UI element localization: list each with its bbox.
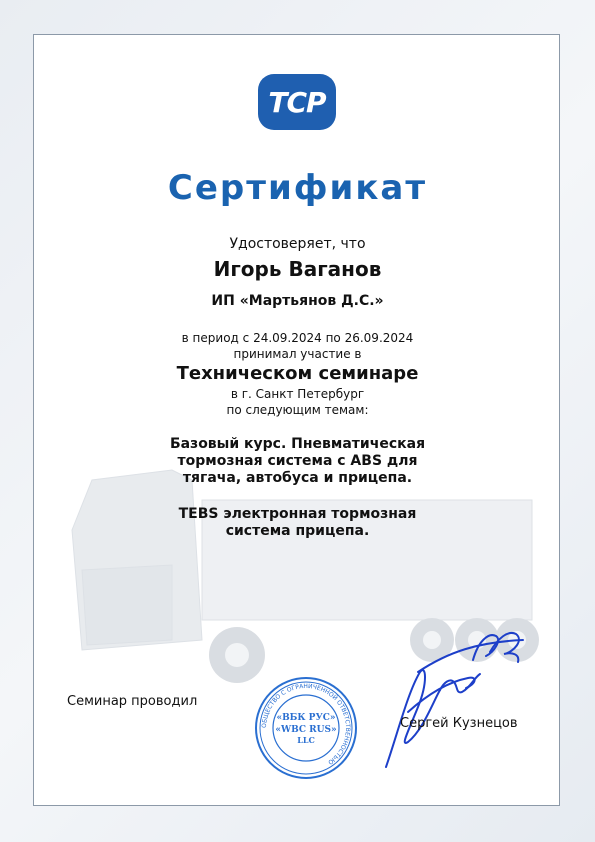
topic-line: система прицепа.: [225, 523, 370, 539]
participated-text: принимал участие в: [233, 347, 362, 361]
topic-line: Базовый курс. Пневматическая: [169, 436, 426, 452]
stamp-line-3: LLC: [297, 735, 315, 745]
city-text: в г. Санкт Петербург: [230, 387, 365, 401]
stamp-line-1: «ВБК РУС»: [276, 713, 336, 723]
company-stamp: [254, 676, 358, 780]
tcp-logo-text: TCP: [268, 85, 326, 119]
topic-line: TEBS электронная тормозная: [178, 506, 417, 522]
signer-name: Сергей Кузнецов: [400, 716, 518, 731]
certificate-title: Сертификат: [167, 168, 428, 208]
certifies-text: Удостоверяет, что: [229, 236, 366, 252]
stamp-line-2: «WBC RUS»: [275, 725, 337, 735]
period-text: в период с 24.09.2024 по 26.09.2024: [181, 331, 414, 345]
tcp-logo: [258, 74, 336, 130]
company-name: ИП «Мартьянов Д.С.»: [211, 293, 384, 309]
topic-line: тягача, автобуса и прицепа.: [182, 470, 413, 486]
conducted-by-label: Семинар проводил: [67, 694, 198, 709]
seminar-name: Техническом семинаре: [176, 363, 419, 384]
topic-item: [0, 436, 595, 487]
recipient-name: Игорь Ваганов: [213, 257, 382, 281]
topic-item: [0, 506, 595, 540]
stamp-ring-text: ОБЩЕСТВО С ОГРАНИЧЕННОЙ ОТВЕТСТВЕННОСТЬЮ: [260, 682, 352, 766]
topics-intro: по следующим темам:: [226, 403, 369, 417]
handwritten-signature: [378, 612, 528, 772]
topic-line: тормозная система с ABS для: [177, 453, 418, 469]
